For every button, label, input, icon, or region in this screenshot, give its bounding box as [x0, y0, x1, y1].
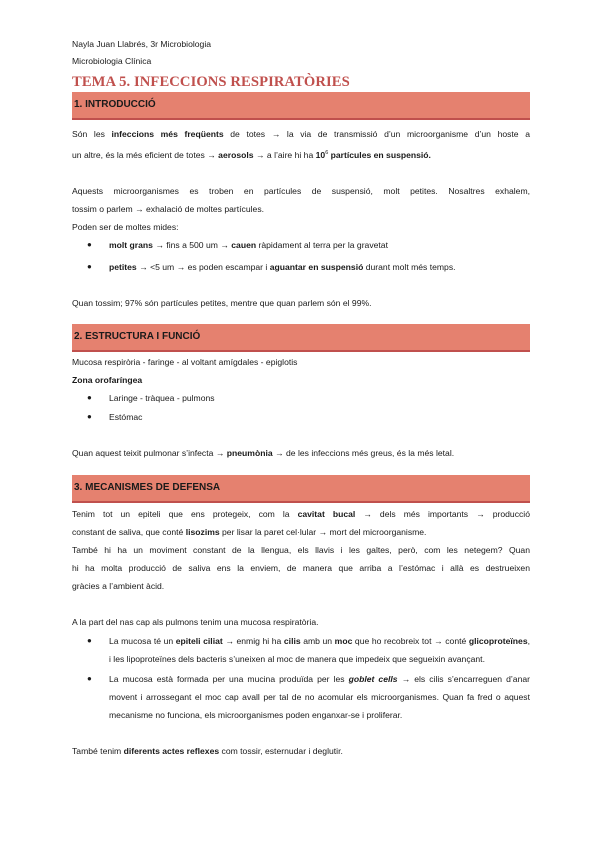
- bullet-icon: ●: [87, 636, 92, 645]
- mucosa-line: Mucosa respiròria - faringe - al voltant amígdales - epiglotis: [72, 357, 298, 367]
- nose-line: A la part del nas cap als pulmons tenim una mucosa respiratòria.: [72, 617, 319, 627]
- tongue-paragraph-line3: gràcies a l’ambient àcid.: [72, 581, 165, 591]
- cough-stats: Quan tossim; 97% són partícules petites, mentre que quan parlem són el 99%.: [72, 298, 372, 308]
- reflexes-line: També tenim diferents actes reflexes com tossir, esternudar i deglutir.: [72, 746, 343, 756]
- sizes-intro: Poden ser de moltes mides:: [72, 222, 179, 232]
- zone-label: Zona orofaríngea: [72, 375, 143, 385]
- tongue-paragraph-line2: hi ha molta producció de saliva ens la enviem, de manera que arriba a l’estómac i allà es destrueixen: [72, 563, 530, 573]
- bullet-icon: ●: [87, 240, 92, 249]
- list-item: ● Laringe - tràquea - pulmons: [72, 389, 530, 407]
- author-line: Nayla Juan Llabrés, 3r Microbiologia: [72, 39, 212, 49]
- section-heading-estructura: 2. ESTRUCTURA I FUNCIÓ: [72, 324, 530, 352]
- page-title: TEMA 5. INFECCIONS RESPIRATÒRIES: [72, 74, 350, 90]
- course-name: Microbiologia Clínica: [72, 56, 152, 66]
- section-heading-mecanismes: 3. MECANISMES DE DEFENSA: [72, 475, 530, 503]
- list-item: ● Estómac: [72, 408, 530, 426]
- bullet-icon: ●: [87, 674, 92, 683]
- bullet-icon: ●: [87, 393, 92, 402]
- document-page: [72, 36, 530, 760]
- microorganisms-paragraph-line2: tossim o parlem → exhalació de moltes partícules.: [72, 204, 265, 214]
- list-item: ● La mucosa té un epiteli ciliat → enmig hi ha cilis amb un moc que ho recobreix tot → conté glicoproteïnes, i les lipoproteïnes dels bacteris s’uneixen al moc de manera que impedeix que segueixin avançant.: [72, 632, 530, 668]
- bullet-icon: ●: [87, 412, 92, 421]
- list-item: ● molt grans → fins a 500 um → cauen ràpidament al terra per la gravetat: [72, 236, 530, 254]
- epithelium-paragraph-line2: constant de saliva, que conté lisozims per lisar la paret cel·lular → mort del microorganisme.: [72, 527, 427, 537]
- pneumonia-line: Quan aquest teixit pulmonar s’infecta → pneumònia → de les infeccions més greus, és la més letal.: [72, 448, 455, 458]
- bullet-icon: ●: [87, 262, 92, 271]
- sizes-list: [72, 236, 530, 276]
- section-heading-introduccio: 1. INTRODUCCIÓ: [72, 92, 530, 120]
- zone-list: [72, 389, 530, 426]
- intro-paragraph-line1: Són les infeccions més freqüents de totes → la via de transmissió d’un microorganisme d’un hoste a: [72, 129, 530, 139]
- list-item: ● La mucosa està formada per una mucina produïda per les goblet cells → els cilis s’encarreguen d’anar movent i arrossegant el moc cap avall per tal de no acomular els microorganismes. Quan fa fred o aquest mecanisme no funciona, els microorganismes poden enganxar-se i proliferar.: [72, 670, 530, 724]
- epithelium-paragraph-line1: Tenim tot un epiteli que ens protegeix, com la cavitat bucal → dels més importants → producció: [72, 509, 530, 519]
- intro-paragraph-line2: un altre, és la més eficient de totes → aerosols → a l’aire hi ha $10^6$ partícules en suspensió.: [72, 150, 431, 160]
- tongue-paragraph-line1: També hi ha un moviment constant de la llengua, els llavis i les galtes, però, com les netegem? Quan: [72, 545, 530, 555]
- mucosa-list: [72, 632, 530, 724]
- microorganisms-paragraph-line1: Aquests microorganismes es troben en partícules de suspensió, molt petites. Nosaltres exhalem,: [72, 186, 530, 196]
- list-item: ● petites → <5 um → es poden escampar i aguantar en suspensió durant molt més temps.: [72, 258, 530, 276]
